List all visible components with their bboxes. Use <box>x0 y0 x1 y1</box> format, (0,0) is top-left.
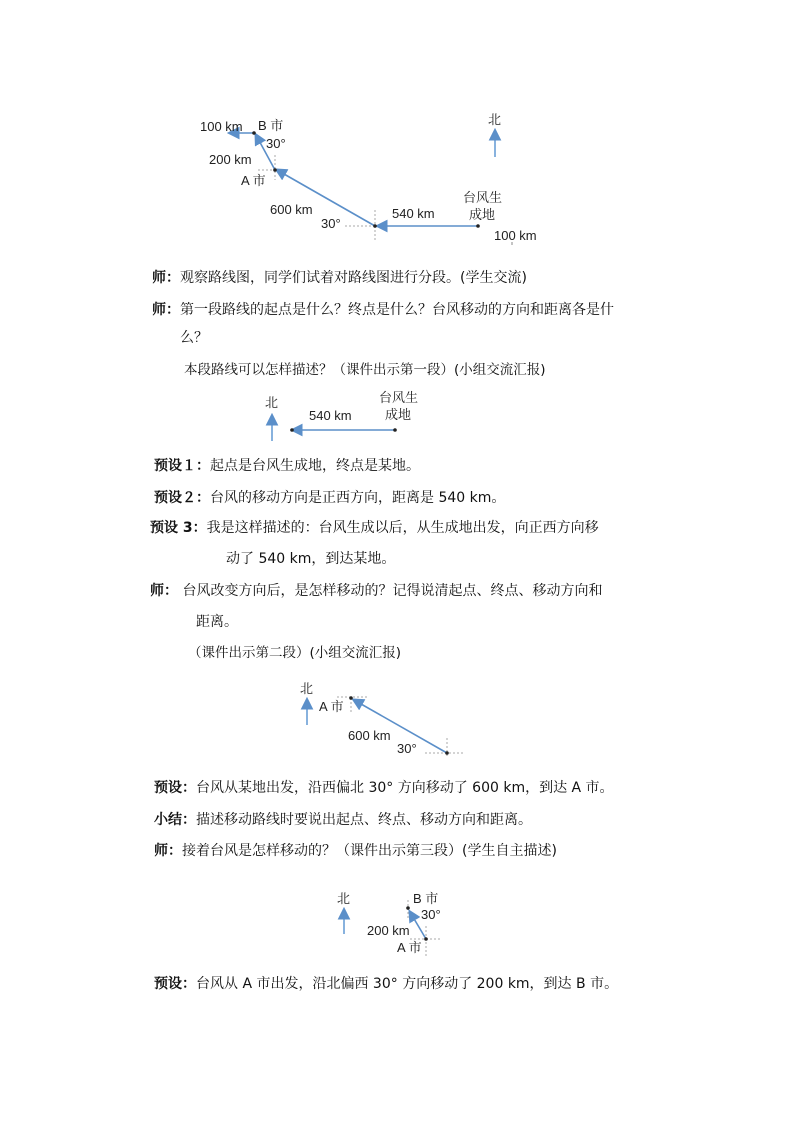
dist-200-label: 200 km <box>209 152 252 167</box>
teacher-line-3: 本段路线可以怎样描述？（课件出示第一段）(小组交流汇报) <box>184 362 546 378</box>
teacher-line-4: 师： 台风改变方向后，是怎样移动的？记得说清起点、终点、移动方向和 <box>150 583 603 599</box>
city-a-label: A 市 <box>241 173 266 188</box>
preset-4: 预设：台风从某地出发，沿西偏北 30° 方向移动了 600 km，到达 A 市。 <box>154 780 614 796</box>
route-map-full <box>190 105 560 245</box>
route-map-segment-3 <box>330 886 450 958</box>
city-b-label: B 市 <box>413 891 439 906</box>
north-label: 北 <box>300 681 314 696</box>
north-label: 北 <box>488 112 502 127</box>
teacher-line-4b: 距离。 <box>196 614 238 630</box>
dist-label: 200 km <box>367 923 410 938</box>
city-a-label: A 市 <box>397 940 422 955</box>
teacher-line-2: 师：第一段路线的起点是什么？终点是什么？台风移动的方向和距离各是什 <box>152 302 614 318</box>
origin-label-2: 成地 <box>469 207 496 222</box>
angle-label-b: 30° <box>266 136 286 151</box>
teacher-line-5: 师：接着台风是怎样移动的？（课件出示第三段）(学生自主描述) <box>154 843 557 859</box>
preset-1: 预设１：起点是台风生成地，终点是某地。 <box>154 458 420 474</box>
angle-label-origin: 30° <box>321 216 341 231</box>
origin-label-1: 台风生 <box>379 390 419 405</box>
city-b-label: B 市 <box>258 118 284 133</box>
north-label: 北 <box>337 891 351 906</box>
preset-5: 预设：台风从 A 市出发，沿北偏西 30° 方向移动了 200 km，到达 B 市。 <box>154 976 619 992</box>
teacher-line-2b: 么？ <box>180 330 208 346</box>
courseware-note-2: （课件出示第二段）(小组交流汇报) <box>188 645 402 661</box>
scale-label: 100 km <box>494 228 537 243</box>
angle-label: 30° <box>397 741 417 756</box>
route-map-segment-2 <box>295 678 470 760</box>
origin-label-1: 台风生 <box>463 190 503 205</box>
dist-label: 600 km <box>348 728 391 743</box>
summary: 小结：描述移动路线时要说出起点、终点、移动方向和距离。 <box>154 812 532 828</box>
preset-3b: 动了 540 km，到达某地。 <box>226 551 396 567</box>
dist-600-label: 600 km <box>270 202 313 217</box>
angle-label: 30° <box>421 907 441 922</box>
scale-label-top: 100 km <box>200 119 243 134</box>
city-a-label: A 市 <box>319 699 344 714</box>
north-label: 北 <box>265 395 279 410</box>
route-map-segment-1 <box>255 388 425 446</box>
dist-label: 540 km <box>309 408 352 423</box>
teacher-line-1: 师：观察路线图，同学们试着对路线图进行分段。(学生交流) <box>152 270 527 286</box>
dist-540-label: 540 km <box>392 206 435 221</box>
preset-2: 预设２：台风的移动方向是正西方向，距离是 540 km。 <box>154 490 506 506</box>
origin-label-2: 成地 <box>385 407 412 422</box>
preset-3: 预设 3：我是这样描述的：台风生成以后，从生成地出发，向正西方向移 <box>150 520 599 536</box>
